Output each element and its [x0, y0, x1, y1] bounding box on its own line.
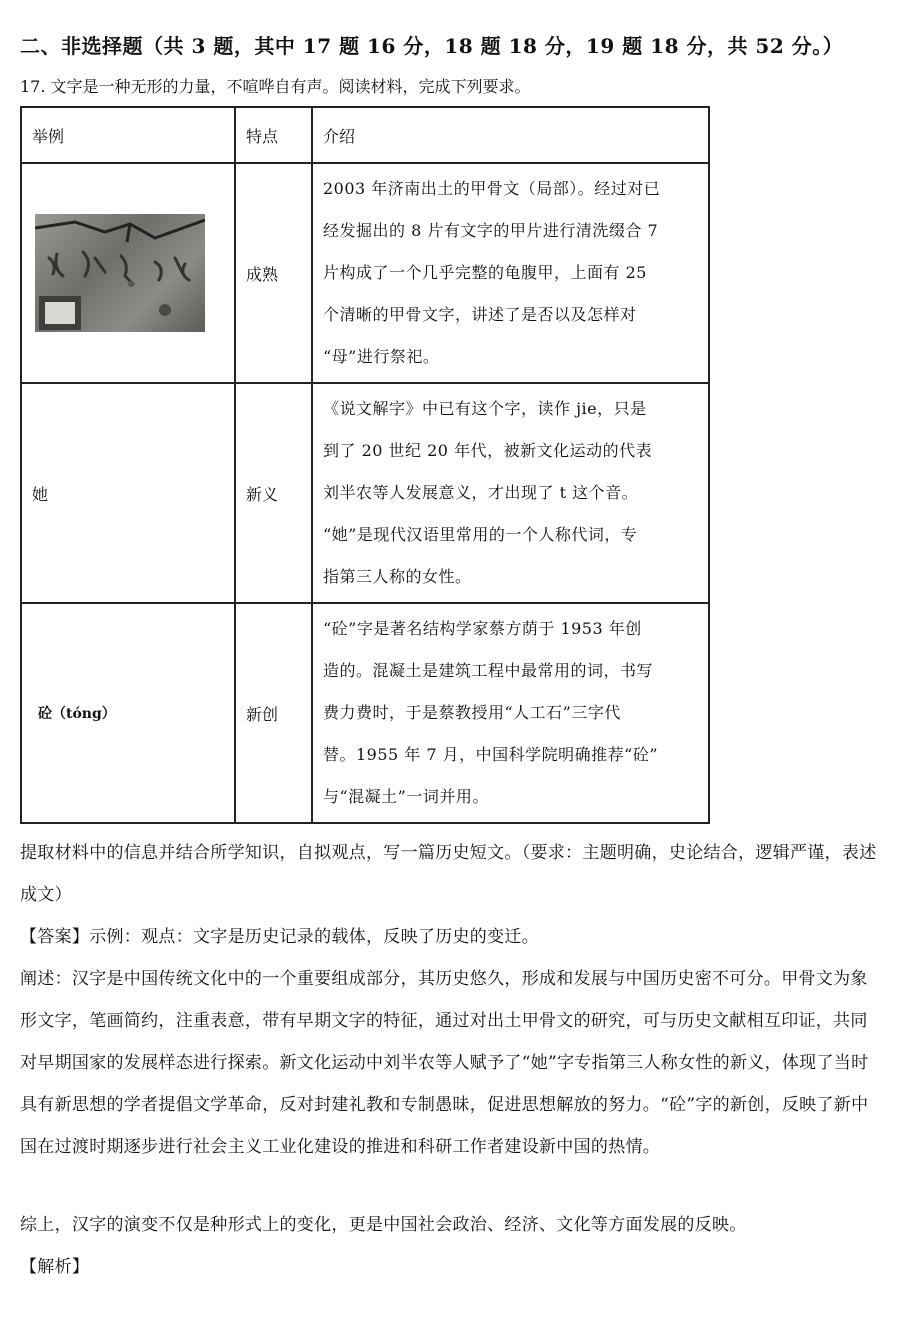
example-tong: 砼（tóng）: [38, 706, 116, 722]
intro-line: 刘半农等人发展意义，才出现了 t 这个音。: [323, 483, 639, 502]
material-table: [20, 106, 710, 824]
feature-cell: 成熟: [235, 163, 312, 383]
header-intro: 介绍: [312, 107, 709, 163]
example-cell: [21, 603, 235, 823]
intro-line: 造的。混凝土是建筑工程中最常用的词，书写: [323, 661, 654, 680]
section-title: 二、非选择题（共 3 题，其中 17 题 16 分，18 题 18 分，19 题 18 分，共 52 分。）: [20, 34, 844, 58]
feature-cell: 新创: [235, 603, 312, 823]
oracle-bone-image: [35, 214, 205, 332]
table-row: [21, 383, 709, 603]
table-row: [21, 163, 709, 383]
analysis-label: 【解析】: [20, 1257, 90, 1277]
intro-line: 与“混凝土”一词并用。: [323, 787, 489, 806]
intro-line: 替。1955 年 7 月，中国科学院明确推荐“砼”: [323, 745, 659, 764]
table-row: [21, 603, 709, 823]
conclusion-text: 综上，汉字的演变不仅是种形式上的变化，更是中国社会政治、经济、文化等方面发展的反映。: [20, 1215, 747, 1235]
table-header-row: [21, 107, 709, 163]
elaboration-text: 阐述：汉字是中国传统文化中的一个重要组成部分，其历史悠久，形成和发展与中国历史密不可分。甲骨文为象形文字，笔画简约，注重表意，带有早期文字的特征，通过对出土甲骨文的研究，可与历史文献相互印证，共同对早期国家的发展样态进行探索。新文化运动中刘半农等人赋予了“她”字专指第三人称女性的新义，体现了当时具有新思想的学者提倡文学革命，反对封建礼教和专制愚昧，促进思想解放的努力。“砼”字的新创，反映了新中国在过渡时期逐步进行社会主义工业化建设的推进和科研工作者建设新中国的热情。: [20, 969, 869, 1157]
intro-cell: [312, 383, 709, 603]
intro-line: 片构成了一个几乎完整的龟腹甲，上面有 25: [323, 263, 647, 282]
intro-line: “母”进行祭祀。: [323, 347, 440, 366]
intro-line: 费力费时，于是蔡教授用“人工石”三字代: [323, 703, 621, 722]
oracle-bone-drawing: [35, 214, 205, 332]
intro-line: 经发掘出的 8 片有文字的甲片进行清洗缀合 7: [323, 221, 659, 240]
intro-line: 2003 年济南出土的甲骨文（局部）。经过对已: [323, 179, 661, 198]
intro-line: 指第三人称的女性。: [323, 567, 472, 586]
intro-cell: [312, 603, 709, 823]
intro-line: “砼”字是著名结构学家蔡方荫于 1953 年创: [323, 619, 642, 638]
requirement-text: 提取材料中的信息并结合所学知识，自拟观点，写一篇历史短文。（要求：主题明确，史论结合，逻辑严谨，表述成文）: [20, 843, 877, 905]
answer-text: 【答案】示例：观点：文字是历史记录的载体，反映了历史的变迁。: [20, 927, 539, 947]
question-stem: 17. 文字是一种无形的力量，不喧哗自有声。阅读材料，完成下列要求。: [20, 77, 531, 96]
intro-cell: [312, 163, 709, 383]
intro-line: 个清晰的甲骨文字，讲述了是否以及怎样对: [323, 305, 637, 324]
example-cell: [21, 163, 235, 383]
header-feature: 特点: [235, 107, 312, 163]
intro-line: “她”是现代汉语里常用的一个人称代词，专: [323, 525, 638, 544]
intro-line: 到了 20 世纪 20 年代，被新文化运动的代表: [323, 441, 653, 460]
example-cell: 她: [21, 383, 235, 603]
header-example: 举例: [21, 107, 235, 163]
intro-line: 《说文解字》中已有这个字，读作 jie，只是: [323, 399, 647, 418]
feature-cell: 新义: [235, 383, 312, 603]
